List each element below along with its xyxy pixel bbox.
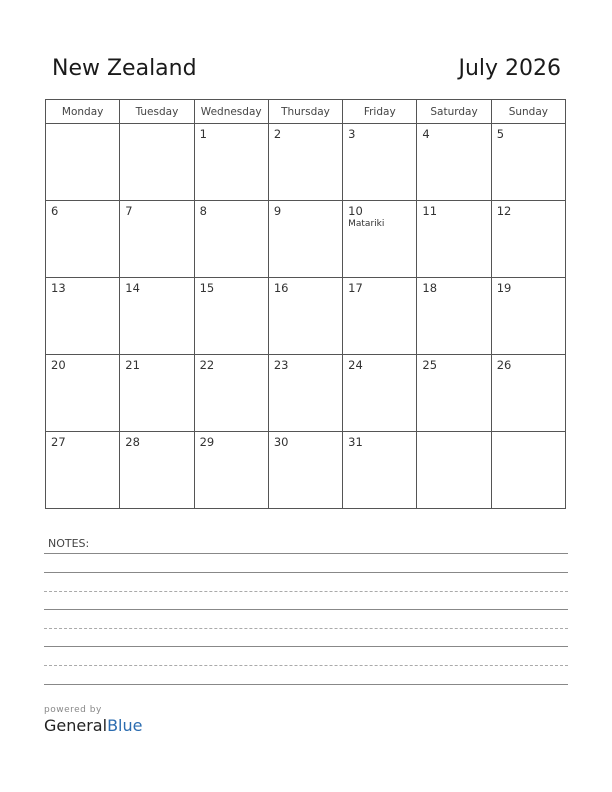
notes-label: NOTES: xyxy=(48,537,90,550)
day-cell xyxy=(194,201,268,278)
day-number: 16 xyxy=(273,281,289,295)
day-number: 26 xyxy=(496,358,512,372)
day-cell xyxy=(194,278,268,355)
day-cell xyxy=(46,201,120,278)
day-cell xyxy=(120,432,194,509)
day-cell xyxy=(491,432,565,509)
day-cell xyxy=(343,278,417,355)
day-cell xyxy=(343,355,417,432)
day-cell xyxy=(194,355,268,432)
weekday-header: Thursday xyxy=(268,100,342,124)
brand-logo xyxy=(44,716,142,736)
weekday-header: Saturday xyxy=(417,100,491,124)
day-number: 20 xyxy=(51,358,66,372)
note-line xyxy=(44,684,568,685)
day-cell xyxy=(120,355,194,432)
note-line xyxy=(44,553,568,554)
day-number: 9 xyxy=(273,204,282,218)
day-cell xyxy=(491,124,565,201)
footer-branding xyxy=(44,704,142,736)
week-row xyxy=(46,355,566,432)
day-number: 30 xyxy=(273,435,289,449)
day-cell xyxy=(491,355,565,432)
day-number: 27 xyxy=(51,435,66,449)
day-number: 22 xyxy=(199,358,215,372)
day-number: 3 xyxy=(348,127,356,141)
week-row xyxy=(46,432,566,509)
day-number: 14 xyxy=(125,281,140,295)
note-line xyxy=(44,665,568,666)
day-cell xyxy=(120,201,194,278)
day-number: 23 xyxy=(273,358,289,372)
weekday-header: Monday xyxy=(46,100,120,124)
calendar-grid xyxy=(45,99,566,509)
day-number: 4 xyxy=(422,127,430,141)
day-cell xyxy=(417,201,491,278)
day-number: 6 xyxy=(51,204,59,218)
note-line xyxy=(44,572,568,573)
day-cell xyxy=(120,124,194,201)
day-number: 10 xyxy=(348,204,363,218)
day-number: 8 xyxy=(199,204,207,218)
day-number: 25 xyxy=(422,358,438,372)
day-cell xyxy=(268,355,342,432)
day-cell xyxy=(46,124,120,201)
day-cell xyxy=(491,201,565,278)
weekday-header-row xyxy=(46,100,566,124)
note-line xyxy=(44,591,568,592)
day-cell xyxy=(46,278,120,355)
day-cell xyxy=(268,278,342,355)
day-cell xyxy=(194,124,268,201)
day-number: 18 xyxy=(422,281,438,295)
day-cell xyxy=(120,278,194,355)
day-cell xyxy=(417,432,491,509)
powered-by-text: powered by xyxy=(44,705,102,715)
day-number: 29 xyxy=(199,435,215,449)
month-year-title: July 2026 xyxy=(458,56,561,81)
day-cell xyxy=(417,278,491,355)
day-cell xyxy=(343,124,417,201)
note-line xyxy=(44,609,568,610)
week-row xyxy=(46,201,566,278)
week-row xyxy=(46,278,566,355)
day-cell xyxy=(343,432,417,509)
note-line xyxy=(44,646,568,647)
weekday-header: Friday xyxy=(343,100,417,124)
day-number: 21 xyxy=(125,358,140,372)
day-cell xyxy=(268,201,342,278)
day-number: 13 xyxy=(51,281,66,295)
day-cell xyxy=(491,278,565,355)
day-number: 19 xyxy=(496,281,512,295)
day-number: 24 xyxy=(348,358,363,372)
day-number: 15 xyxy=(199,281,215,295)
day-number: 7 xyxy=(125,204,133,218)
country-title: New Zealand xyxy=(52,56,197,81)
day-cell xyxy=(417,355,491,432)
day-cell xyxy=(194,432,268,509)
weekday-header: Sunday xyxy=(491,100,565,124)
day-number: 31 xyxy=(348,435,363,449)
day-number: 2 xyxy=(273,127,282,141)
day-number: 5 xyxy=(496,127,505,141)
brand-general-text: General xyxy=(44,716,108,735)
brand-blue-text: Blue xyxy=(107,716,143,735)
day-number: 1 xyxy=(199,127,207,141)
note-line xyxy=(44,628,568,629)
day-cell xyxy=(268,432,342,509)
weekday-header: Tuesday xyxy=(120,100,194,124)
day-cell xyxy=(46,432,120,509)
holiday-label: Matariki xyxy=(348,219,385,229)
weekday-header: Wednesday xyxy=(194,100,268,124)
day-number: 11 xyxy=(422,204,438,218)
week-row xyxy=(46,124,566,201)
day-cell xyxy=(417,124,491,201)
day-cell xyxy=(343,201,417,278)
day-number: 17 xyxy=(348,281,363,295)
day-cell xyxy=(268,124,342,201)
day-cell xyxy=(46,355,120,432)
day-number: 12 xyxy=(496,204,512,218)
day-number: 28 xyxy=(125,435,140,449)
